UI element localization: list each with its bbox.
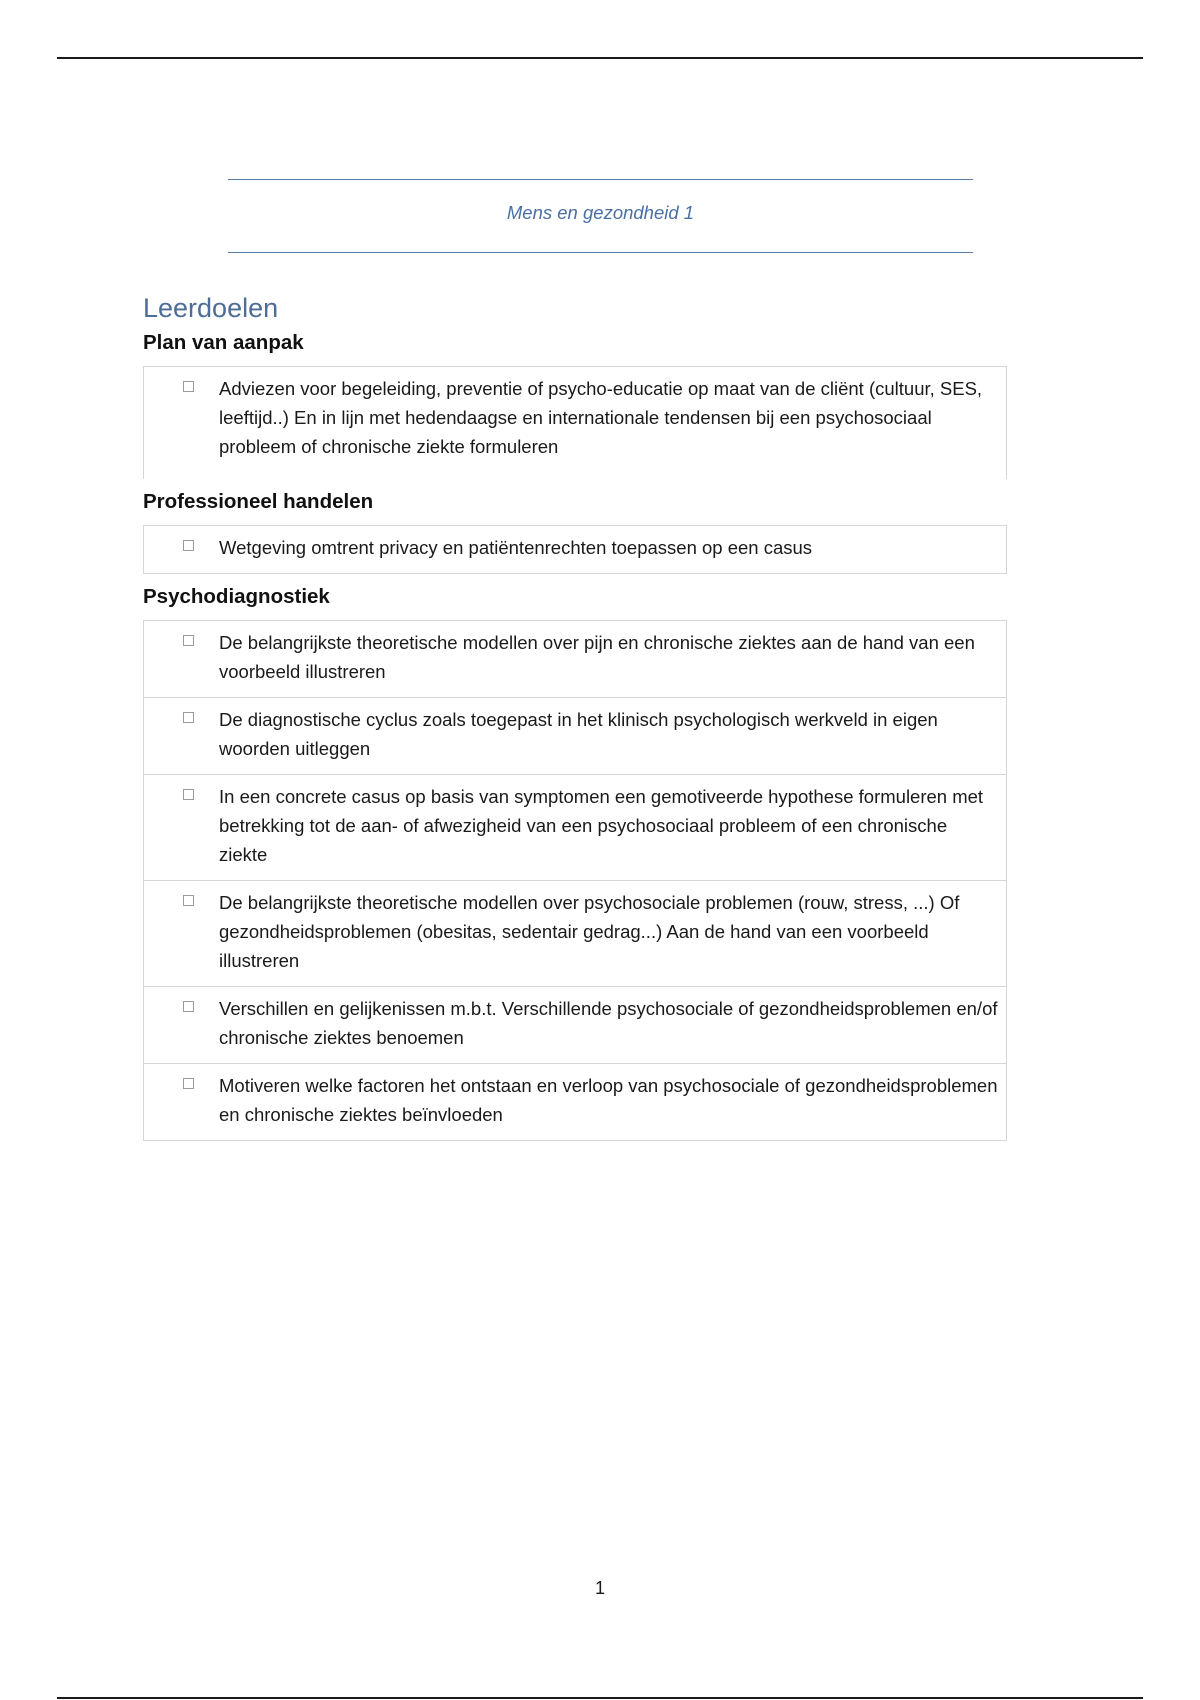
section-title-plan-van-aanpak: Plan van aanpak — [143, 331, 304, 354]
checkbox-icon[interactable] — [183, 895, 194, 906]
document-content — [143, 288, 1007, 1149]
heading-leerdoelen: Leerdoelen — [143, 293, 279, 323]
document-title: Mens en gezondheid 1 — [506, 202, 695, 223]
checkbox-icon[interactable] — [183, 1078, 194, 1089]
checkbox-icon[interactable] — [183, 381, 194, 392]
checkbox-icon[interactable] — [183, 712, 194, 723]
item-text: De diagnostische cyclus zoals toegepast in het klinisch psychologisch werkveld in eigen woorden uitleggen — [219, 709, 938, 759]
checkbox-icon[interactable] — [183, 540, 194, 551]
item-text: De belangrijkste theoretische modellen over pijn en chronische ziektes aan de hand van een voorbeeld illustreren — [219, 632, 975, 682]
item-text: De belangrijkste theoretische modellen over psychosociale problemen (rouw, stress, ...) Of gezondheidsproblemen (obesitas, sedentair gedrag...) Aan de hand van een voorbeeld illustreren — [219, 892, 960, 971]
checkbox-icon[interactable] — [183, 789, 194, 800]
goals-box-professioneel-handelen — [143, 525, 1007, 574]
item-text: Wetgeving omtrent privacy en patiëntenrechten toepassen op een casus — [219, 537, 813, 558]
item-text: Verschillen en gelijkenissen m.b.t. Verschillende psychosociale of gezondheidsproblemen en/of chronische ziektes benoemen — [219, 998, 998, 1048]
page-top-rule — [57, 57, 1143, 59]
item-text: In een concrete casus op basis van symptomen een gemotiveerde hypothese formuleren met betrekking tot de aan- of afwezigheid van een psychosociaal probleem of een chronische ziekte — [219, 786, 984, 865]
section-title-professioneel-handelen: Professioneel handelen — [143, 490, 374, 513]
goals-box-psychodiagnostiek — [143, 620, 1007, 1141]
list-item — [144, 697, 1006, 774]
header-title-block — [228, 179, 973, 253]
section-title-psychodiagnostiek: Psychodiagnostiek — [143, 585, 330, 608]
checkbox-icon[interactable] — [183, 635, 194, 646]
goals-box-plan-van-aanpak — [143, 366, 1007, 479]
list-item — [144, 526, 1006, 573]
page-number: 1 — [594, 1578, 605, 1598]
item-text: Motiveren welke factoren het ontstaan en verloop van psychosociale of gezondheidsproblemen en chronische ziektes beïnvloeden — [219, 1075, 998, 1125]
list-item — [144, 774, 1006, 880]
list-item — [144, 1063, 1006, 1140]
list-item — [144, 367, 1006, 479]
page-bottom-rule — [57, 1697, 1143, 1699]
list-item — [144, 986, 1006, 1063]
item-text: Adviezen voor begeleiding, preventie of psycho-educatie op maat van de cliënt (cultuur, SES, leeftijd..) En in lijn met hedendaagse en internationale tendensen bij een psychosociaal probleem of chronische ziekte formuleren — [219, 378, 983, 457]
checkbox-icon[interactable] — [183, 1001, 194, 1012]
list-item — [144, 621, 1006, 697]
list-item — [144, 880, 1006, 986]
